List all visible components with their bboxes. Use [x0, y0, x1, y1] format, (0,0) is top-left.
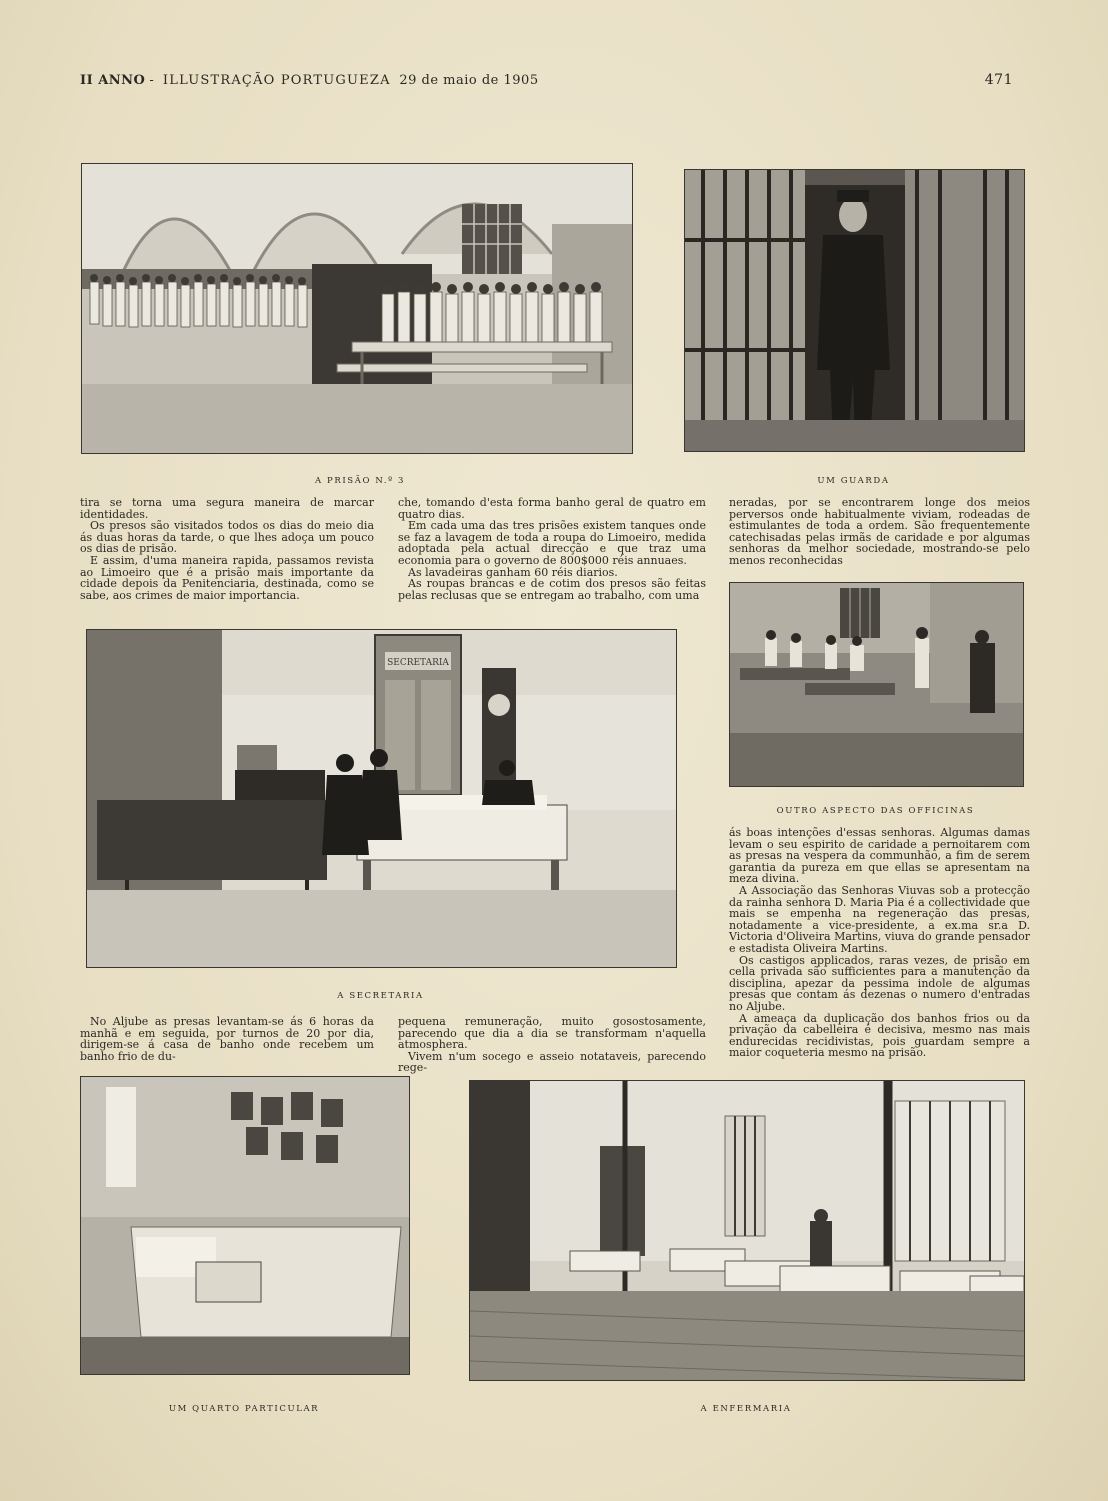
- caption-enfermaria: A ENFERMARIA: [700, 1404, 792, 1414]
- paragraph: pequena remuneração, muito gosostosamente, parecendo que dia a dia se transformam n'aquella atmosphera.: [398, 1015, 706, 1052]
- paragraph: A ameaça da duplicação dos banhos frios ou da privação da cabelleira é decisiva, mesmo nas mais endurecidas recidivistas, pois guardam sempre a maior coqueteria mesmo na prisão.: [729, 1011, 1030, 1060]
- photo-quarto: [80, 1076, 410, 1375]
- paragraph: Os presos são visitados todos os dias do meio dia ás duas horas da tarde, o que lhes adoça um pouco os dias de prisão.: [80, 519, 374, 556]
- text-column-2-bottom: [398, 1016, 706, 1074]
- header-left: [80, 73, 543, 88]
- paragraph: As lavadeiras ganham 60 réis diarios.: [408, 565, 618, 579]
- photo-enfermaria: [469, 1080, 1025, 1381]
- text-column-1-top: [80, 497, 374, 601]
- text-column-3-mid: [729, 827, 1030, 1059]
- photo-officinas: [729, 582, 1024, 787]
- paragraph: As roupas brancas e de cotim dos presos são feitas pelas reclusas que se entregam ao trabalho, com uma: [398, 577, 706, 602]
- caption-prisao: A PRISÃO N.º 3: [314, 476, 406, 486]
- paragraph: E assim, d'uma maneira rapida, passamos revista ao Limoeiro que é a prisão mais importante da cidade depois da Penitenciaria, destinada, como se sabe, aos crimes de maior importancia.: [80, 553, 374, 602]
- paragraph: che, tomando d'esta forma banho geral de quatro em quatro dias.: [398, 496, 706, 521]
- photo-secretaria: [86, 629, 677, 968]
- paragraph: Em cada uma das tres prisões existem tanques onde se faz a lavagem de toda a roupa do Limoeiro, medida adoptada pela actual direcção e que traz uma economia para o governo de 800$000 réis annuaes.: [398, 519, 706, 567]
- caption-quarto: UM QUARTO PARTICULAR: [168, 1404, 320, 1414]
- header-separator: -: [149, 73, 155, 88]
- paragraph: tira se torna uma segura maneira de marcar identidades.: [80, 496, 374, 521]
- paragraph: A Associação das Senhoras Viuvas sob a protecção da rainha senhora D. Maria Pia é a collectividade que mais se empenha na regeneração das presas, notadamente a vice-presidente, a ex.ma sr.a D. Victoria d'Oliveira Martins, viuva do grande pensador e estadista Oliveira Martins.: [729, 883, 1030, 955]
- photo-prisao: [81, 163, 633, 454]
- paragraph: Vivem n'um socego e asseio notataveis, parecendo rege-: [398, 1049, 706, 1075]
- page-number: 471: [984, 72, 1013, 88]
- text-column-3-top: [729, 497, 1030, 567]
- paragraph: No Aljube as presas levantam-se ás 6 horas da manhã e em seguida, por turnos de 20 por dia, dirigem-se á casa de banho onde recebem um banho frio de du-: [80, 1015, 374, 1063]
- paragraph: neradas, por se encontrarem longe dos meios perversos onde habitualmente viviam, rodeadas de estimulantes de toda a ordem. São frequentemente catechisadas pelas irmãs de caridade e por algumas senhoras da melhor sociedade, mostrando-se pelo menos reconhecidas: [729, 496, 1030, 567]
- caption-guarda: UM GUARDA: [817, 476, 890, 486]
- photo-guarda: [684, 169, 1025, 452]
- text-column-1-bottom: [80, 1016, 374, 1062]
- volume-label: II ANNO: [80, 73, 146, 88]
- caption-secretaria: A SECRETARIA: [337, 991, 424, 1001]
- door-sign-text: SECRETARIA: [387, 658, 449, 668]
- caption-officinas: OUTRO ASPECTO DAS OFFICINAS: [776, 806, 975, 816]
- issue-date: 29 de maio de 1905: [399, 73, 539, 88]
- page-header: [80, 72, 1013, 94]
- paragraph: ás boas intenções d'essas senhoras. Algumas damas levam o seu espirito de caridade a pernoitarem com as presas na vespera da communhão, a fim de serem garantia da pureza em que ellas se apresentam na meza divina.: [729, 826, 1030, 886]
- paragraph: Os castigos applicados, raras vezes, de prisão em cella privada são sufficientes para a manutenção da disciplina, apezar da pessima indole de algumas presas que contam ás dezenas o numero d'entradas no Aljube.: [729, 953, 1030, 1013]
- text-column-2-top: [398, 497, 706, 601]
- magazine-title: ILLUSTRAÇÃO PORTUGUEZA: [162, 73, 391, 88]
